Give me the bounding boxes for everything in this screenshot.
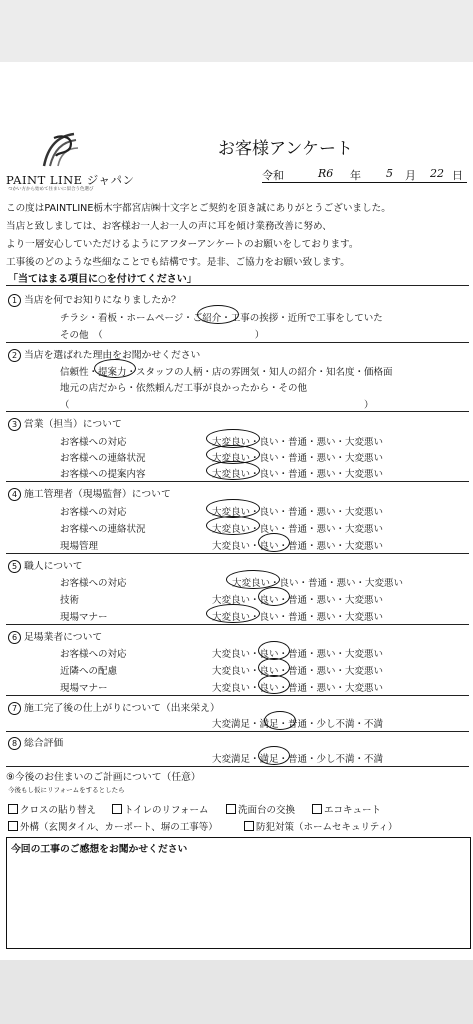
q4-item: お客様への連絡状況 [60,524,146,535]
q3-label: 3 営業（担当）について [8,416,122,431]
q2-options: 信頼性・提案力・スタッフの人柄・店の雰囲気・知人の紹介・知名度・価格面 [60,367,393,378]
divider [6,695,469,696]
divider [6,766,469,767]
answer-circle [258,746,290,765]
answer-circle [206,516,260,535]
q6-item: 近隣への配慮 [60,666,118,677]
satisfaction-scale: 大変満足・満足・普通・少し不満・不満 [212,754,384,765]
answer-circle [197,305,239,324]
divider [6,285,469,286]
q4-label: 4 施工管理者（現場監督）について [8,486,171,501]
q3-item: お客様への連絡状況 [60,453,146,464]
rating-scale: 大変良い・良い・普通・悪い・大変悪い [212,649,384,660]
divider [6,553,469,554]
date-year: R6 [318,167,334,180]
checkbox-option[interactable]: クロスの貼り替え [8,802,96,816]
rating-scale: 大変良い・良い・普通・悪い・大変悪い [212,469,384,480]
answer-circle [94,359,136,378]
checkbox-option[interactable]: エコキュート [312,802,381,816]
rating-scale: 大変良い・良い・普通・悪い・大変悪い [232,578,404,589]
instruction: 「当てはまる項目に○を付けてください」 [8,274,197,285]
q9-note: 今後もし仮にリフォームをするとしたら [8,786,125,794]
checkbox[interactable] [8,821,18,831]
intro-line: 工事後のどのような些細なことでも結構です。是非、ご協力をお願い致します。 [6,257,350,268]
date-era: 令和 [262,169,284,182]
q1-label: 1 当店を何でお知りになりましたか？ [8,292,181,307]
rating-scale: 大変良い・良い・普通・悪い・大変悪い [212,683,384,694]
checkbox-option[interactable]: トイレのリフォーム [112,802,209,816]
q6-item: 現場マナー [60,683,108,694]
q4-item: 現場管理 [60,541,99,552]
divider [6,481,469,482]
comments-box[interactable] [6,837,471,949]
checkbox[interactable] [226,804,236,814]
q5-item: 現場マナー [60,612,108,623]
q9-label: ⑨今後のお住まいのご計画について（任意） [6,772,201,783]
checkbox-option[interactable]: 外構（玄関タイル、カーポート、塀の工事等） [8,819,218,833]
rating-scale: 大変良い・良い・普通・悪い・大変悪い [212,612,384,623]
q2-options: 地元の店だから・依然頼んだ工事が良かったから・その他 [60,383,308,394]
comments-label: 今回の工事のご感想をお聞かせください [11,844,188,855]
rating-scale: 大変良い・良い・普通・悪い・大変悪い [212,437,384,448]
intro-line: 当店と致しましては、お客様お一人お一人の声に耳を傾け業務改善に努め、 [6,221,332,232]
checkbox-option[interactable]: 洗面台の交換 [226,802,295,816]
company-logo [6,130,135,192]
bottom-margin [0,960,473,1024]
date-day-label: 日 [452,169,463,182]
q5-item: 技術 [60,595,80,606]
answer-circle [258,533,290,552]
divider [6,411,469,412]
answer-circle [258,675,290,694]
rating-scale: 大変良い・良い・普通・悪い・大変悪い [212,453,384,464]
logo-text: PAINT LINE ジャパン [6,173,135,187]
rating-scale: 大変良い・良い・普通・悪い・大変悪い [212,595,384,606]
date-year-label: 年 [350,169,361,182]
checkbox-option[interactable]: 防犯対策（ホームセキュリティ） [244,819,398,833]
answer-circle [206,604,260,623]
q3-item: お客様への提案内容 [60,469,146,480]
satisfaction-scale: 大変満足・満足・普通・少し不満・不満 [212,719,384,730]
divider [6,731,469,732]
divider [6,624,469,625]
q5-label: 5 職人について [8,558,83,573]
checkbox[interactable] [312,804,322,814]
date-month-label: 月 [405,169,416,182]
q8-label: 8 総合評価 [8,735,63,750]
q2-other: （ ） [60,400,374,411]
date-day: 22 [430,167,444,180]
answer-circle [264,711,296,730]
top-margin [0,0,473,62]
checkbox[interactable] [244,821,254,831]
q3-item: お客様への対応 [60,437,127,448]
date-month: 5 [386,167,393,180]
q2-label: 2 当店を選ばれた理由をお聞かせください [8,347,200,362]
q1-other: その他 （ ） [60,330,265,341]
divider [6,342,469,343]
page-title: お客様アンケート [218,139,353,159]
q7-label: 7 施工完了後の仕上がりについて（出来栄え） [8,700,220,715]
q4-item: お客様への対応 [60,507,127,518]
intro-line: この度はPAINTLINE栃木宇都宮店㈱十文字とご契約を頂き誠にありがとうございました。 [6,203,391,214]
rating-scale: 大変良い・良い・普通・悪い・大変悪い [212,666,384,677]
checkbox[interactable] [8,804,18,814]
q6-item: お客様への対応 [60,649,127,660]
intro-line: より一層安心していただけるようにアフターアンケートのお願いをしております。 [6,239,359,250]
rating-scale: 大変良い・良い・普通・悪い・大変悪い [212,541,384,552]
answer-circle [258,587,290,606]
rating-scale: 大変良い・良い・普通・悪い・大変悪い [212,507,384,518]
q6-label: 6 足場業者について [8,629,102,644]
date-line [262,166,467,183]
logo-mark-icon [40,130,80,170]
logo-subtext: つかい方から始めて住まいに似合う色選び [8,187,94,192]
checkbox[interactable] [112,804,122,814]
q1-options: チラシ・看板・ホームページ・ご紹介・工事の挨拶・近所で工事をしていた [60,313,383,324]
q5-item: お客様への対応 [60,578,127,589]
rating-scale: 大変良い・良い・普通・悪い・大変悪い [212,524,384,535]
answer-circle [206,461,260,480]
